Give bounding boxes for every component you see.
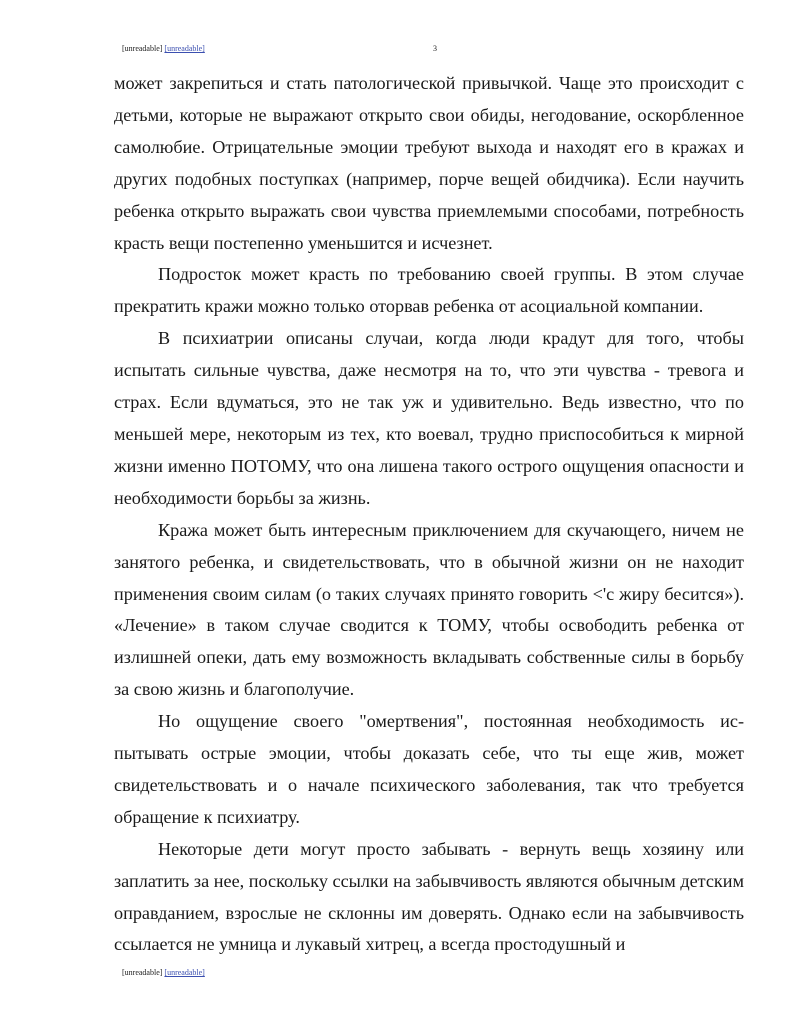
document-body [114, 68, 744, 961]
paragraph-6: Некоторые дети могут просто забывать - вернуть вещь хозяину или заплатить за нее, поскольку ссылки на забывчивость являются обычным детским оправданием, взрослые не склонны им доверять. Однако если на забывчивость ссылается не умница и лукавый хитрец, а всегда простодушный и [114, 838, 744, 955]
page-number: 3 [433, 44, 437, 53]
paragraph-1: может закрепиться и стать патологической привычкой. Чаще это происходит с детьми, которые не выражают открыто свои обиды, негодование, оскорбленное самолюбие. Отрицательные эмоции требуют выхода и находят его в кражах и других подобных поступках (например, порче вещей обидчика). Если научить ребенка открыто выражать свои чувства приемлемыми способами, потребность красть вещи постепенно уменьшится и исчезнет. [114, 73, 744, 253]
footer-text: [unreadable] [122, 968, 163, 977]
header-text: [unreadable] [122, 44, 163, 53]
page-header [122, 44, 205, 53]
header-link[interactable]: [unreadable] [164, 44, 205, 53]
paragraph-3: В психиатрии описаны случаи, когда люди крадут для того, чтобы испытать сильные чувства, даже несмотря на то, что эти чувства - тревога и страх. Если вдуматься, это не так уж и удивительно. Ведь известно, что по меньшей мере, некоторым из тех, кто воевал, трудно приспособиться к мирной жизни именно ПОТОМУ, что она лишена такого острого ощущения опасности и необходимости борьбы за жизнь. [114, 328, 744, 508]
paragraph-4: Кража может быть интересным приключением для скучающего, ничем не занятого ребенка, и свидетельствовать, что в обычной жизни он не находит применения своим силам (о таких случаях принято говорить <'с жиру бесится»). «Лечение» в таком случае сводится к ТОМУ, чтобы освободить ребенка от излишней опеки, дать ему возможность вкладывать собственные силы в борьбу за свою жизнь и благополучие. [114, 519, 744, 700]
page-footer [122, 968, 205, 977]
paragraph-2: Подросток может красть по требованию своей группы. В этом случае прекратить кражи можно только оторвав ребенка от асоциальной компании. [114, 264, 744, 317]
footer-link[interactable]: [unreadable] [164, 968, 205, 977]
paragraph-5: Но ощущение своего "омертвения", постоянная необходимость ис-пытывать острые эмоции, чтобы доказать себе, что ты еще жив, может свидетельствовать и о начале психического заболевания, так что требуется обращение к психиатру. [114, 711, 744, 827]
